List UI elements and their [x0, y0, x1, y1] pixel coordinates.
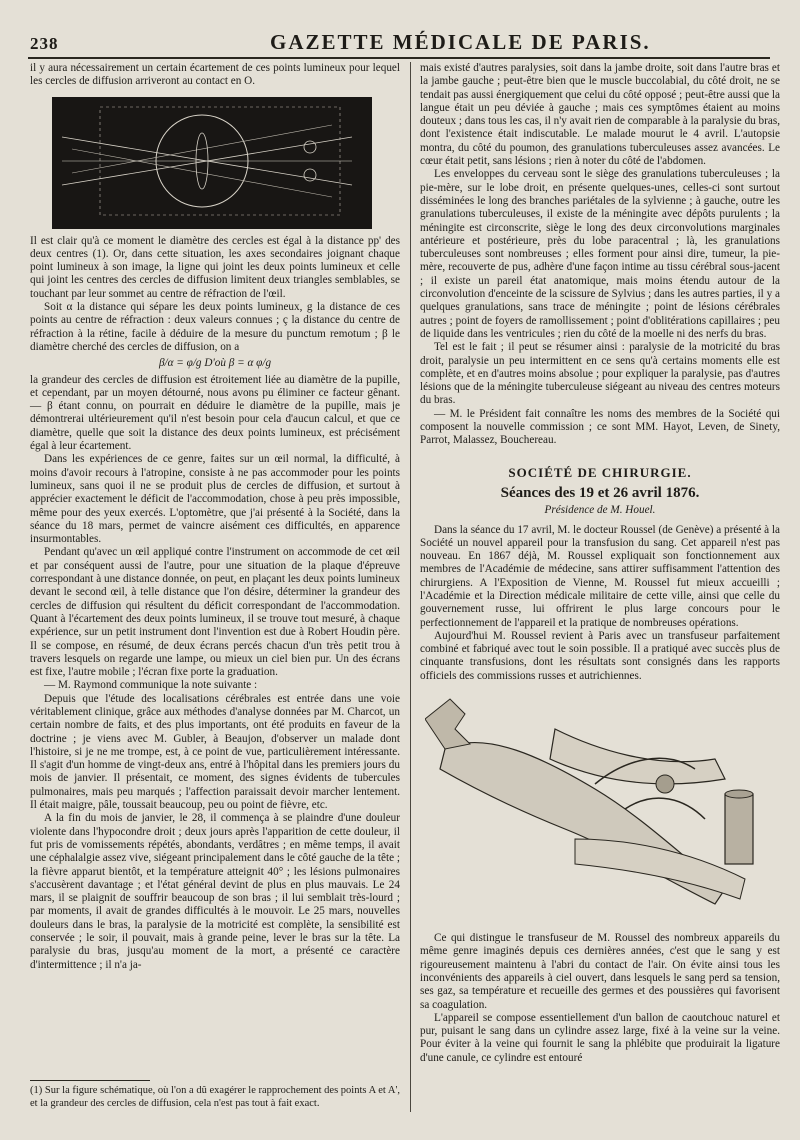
paragraph: Tel est le fait ; il peut se résumer ainsi : paralysie de la motricité du bras droit, paralysie un peu intermittent en ce sens qu'à certains moments elle est complète, et en d'autres moins absolue ; pour expliquer la paralysie, pas d'autres lésions que de la méningite tuberculeuse siégeant au niveau des centres moteurs du bras.: [420, 341, 780, 407]
optics-diagram: [52, 97, 372, 229]
paragraph: mais existé d'autres paralysies, soit dans la jambe droite, soit dans l'autre bras et la jambe gauche ; peut-être bien que le muscle buccolabial, du côté droit, ne se tendait pas aussi énergiquement que celui du côté opposé ; peut-être aussi que la langue était un peu déviée à gauche ; mais ces symptômes étaient au moins douteux ; dans tous les cas, il n'y avait rien de comparable à la paralysie du bras, dont l'existence était indiscutable. Le malade mourut le 4 avril. L'autopsie montra, du côté du poumon, des granulations tuberculeuses assez avancées. Le cœur était petit, sans lésions ; rien à noter du côté de l'abdomen.: [420, 62, 780, 168]
formula: β/α = φ/g D'où β = α φ/g: [158, 357, 272, 370]
presidency: Présidence de M. Houel.: [544, 504, 656, 517]
page-number: 238: [30, 34, 59, 53]
footnote-rule: [30, 1080, 150, 1081]
left-column: [30, 62, 400, 972]
paragraph: Ce qui distingue le transfuseur de M. Roussel des nombreux appareils du même genre imaginés depuis ces dernières années, c'est que le sang y est rigoureusement maintenu à l'abri du contact de l'air. On évite ainsi tous les inconvénients des appareils à ciel ouvert, dans lesquels le sang perd sa tension, ses gaz, sa température et recueille des germes et des poussières qui favorisent sa coagulation.: [420, 932, 780, 1011]
optics-diagram-drawing: [52, 97, 372, 229]
paragraph: Pendant qu'avec un œil appliqué contre l'instrument on accommode de cet œil et par conséquent aussi de l'autre, pour une situation de la plaque d'épreuve correspondant à une distance donnée, on peut, en plaçant les deux points lumineux devant le second œil, à telle distance que l'on désire, déterminer la grandeur des cercles de diffusion qui résultent du déficit correspondant de l'accommodation. Quant à l'écartement des deux points lumineux, il se trouve tout mesuré, à chaque expérience, sur un petit instrument dont l'invention est due à Robert Houdin père. Il se compose, en résumé, de deux écrans percés chacun d'un très petit trou à travers lesquels on regarde une lampe, ou mieux un ciel bien pur. Un des écrans est fixe, l'autre mobile ; l'écran fixe porte la graduation.: [30, 546, 400, 679]
transfusion-engraving: [425, 689, 775, 924]
paragraph: Aujourd'hui M. Roussel revient à Paris avec un transfuseur parfaitement combiné et fabriqué avec tout le soin possible. Il a pratiqué avec succès plus de cinquante transfusions, dont les résultats sont consignés dans les rapports officiels des commissions russes et autrichiennes.: [420, 629, 780, 682]
paragraph: — M. le Président fait connaître les noms des membres de la Société qui composent la nouvelle commission ; ce sont MM. Hayot, Leven, de Sinety, Parrot, Malassez, Bouchereau.: [420, 407, 780, 447]
journal-title: GAZETTE MÉDICALE DE PARIS.: [270, 30, 651, 54]
paragraph: Il est clair qu'à ce moment le diamètre des cercles est égal à la distance pp' des deux centres (1). Or, dans cette situation, les axes secondaires joignant chaque point lumineux à son image, la ligne qui joint les deux points lumineux et celle qui joint les centres des cercles de diffusion limitent deux triangles semblables, se touchant par leur sommet au centre de réfraction de l'œil.: [30, 234, 400, 300]
session-dates: Séances des 19 et 26 avril 1876.: [500, 484, 700, 501]
transfusion-engraving-drawing: [425, 689, 775, 924]
footnote: (1) Sur la figure schématique, où l'on a dû exagérer le rapprochement des points A et A', et la grandeur des cercles de diffusion, cela n'est pas tout à fait exact.: [30, 1085, 400, 1109]
paragraph: A la fin du mois de janvier, le 28, il commença à se plaindre d'une douleur violente dans l'hypocondre droit ; deux jours après l'apparition de cette douleur, il fut pris de vomissements répétés, abondants, verdâtres ; en même temps, il avait une céphalalgie assez vive, siégeant principalement dans le côté gauche de la tête ; la fièvre apparut bientôt, et la température atteignit 40° ; les lésions pulmonaires s'accusèrent davantage ; et l'état général devint de plus en plus mauvais. Le 24 mars, il se plaignit de souffrir beaucoup de son bras ; il lui semblait très-lourd ; par moments, il avait de grandes difficultés à le mouvoir. Le 25 mars, nouvelles douleurs dans le bras, la paralysie de la motricité est complète, la sensibilité est conservée ; le soir, il pouvait, mais à grande peine, lever le bras sur la tête. La paralysie du bras, jusqu'au moment de la mort, a présenté ce caractère d'intermittence ; il n'a ja-: [30, 812, 400, 971]
paragraph: Dans la séance du 17 avril, M. le docteur Roussel (de Genève) a présenté à la Société un nouvel appareil pour la transfusion du sang. Cet appareil n'est pas nouveau. En 1867 déjà, M. Roussel expliquait son fonctionnement aux membres de l'Académie de médecine, sans attirer suffisamment l'attention des chirurgiens. A l'Exposition de Vienne, M. Roussel fut mieux accueilli ; l'Académie et la Direction médicale militaire de cette ville, ainsi que celle du gouvernement russe, lui offrirent le plus large concours pour le perfectionnement de l'appareil et la pratique de nombreuses opérations.: [420, 523, 780, 629]
paragraph: Les enveloppes du cerveau sont le siège des granulations tuberculeuses ; la pie-mère, sur le lobe droit, en présente quelques-unes, celles-ci sont surtout disséminées le long des branches pariétales de la sylvienne ; à gauche, outre les granulations tuberculeuses, il existe de la méningite avec dépôts purulents ; la méningite est circonscrite, siège le long des deux circonvolutions marginales antérieure et postérieure, près du lobe paracentral ; là, les granulations tuberculeuses sont nombreuses ; elles forment pour ainsi dire, tumeur, la pie-mère, recouverte de pus, adhère d'une façon intime au tissu cérébral sous-jacent ; il existe un pareil état anatomique, mais moins étendu autour de la circonvolution d'enceinte de la scissure de Sylvius ; dans les autres parties, il y a quelques granulations, sans trace de méningite ; point de lésions cérébrales autres ; point de foyers de ramollissement ; point d'oblitérations capillaires ; peu de liquide dans les ventricules ; rien du côté de la moelle ni des nerfs du bras.: [420, 168, 780, 340]
paragraph: la grandeur des cercles de diffusion est étroitement liée au diamètre de la pupille, et cependant, par un moyen détourné, nous avons pu éliminer ce facteur gênant. — β étant connu, on pourrait en déduire le diamètre de la pupille, mais je démontrerai ultérieurement qu'il n'est besoin pour cela d'aucun calcul, et que ce diamètre, quelle que soit la distance des deux points lumineux, est précisément égal à leur écartement.: [30, 373, 400, 453]
right-column: [420, 62, 780, 1065]
paragraph: Soit α la distance qui sépare les deux points lumineux, g la distance de ces points au centre de réfraction : deux valeurs connues ; ç la distance du centre de réfraction à la rétine, facile à déduire de la mesure du punctum remotum ; β le diamètre cherché des cercles de diffusion, on a: [30, 301, 400, 353]
header-rule: [28, 57, 770, 59]
paragraph: Dans les expériences de ce genre, faites sur un œil normal, la difficulté, à moins d'avoir recours à l'atropine, consiste à ne pas accommoder pour les points lumineux, sans quoi il ne se produit plus de cercles de diffusion, et surtout à apprécier exactement le déficit de l'accommodation, chose à peu près impossible, même pour des yeux exercés. L'optomètre, que j'ai présenté à la Société, dans la séance du 18 mars, permet de vaincre aisément ces difficultés, en apparence insurmontables.: [30, 453, 400, 546]
paragraph: — M. Raymond communique la note suivante :: [44, 679, 258, 692]
paragraph: il y aura nécessairement un certain écartement de ces points lumineux pour lequel les cercles de diffusion arriveront au contact en O.: [30, 62, 400, 88]
section-title: SOCIÉTÉ DE CHIRURGIE.: [508, 464, 692, 480]
column-divider: [410, 62, 411, 1112]
paragraph: Depuis que l'étude des localisations cérébrales est entrée dans une voie véritablement clinique, grâce aux méthodes d'analyse données par M. Charcot, un certain nombre de faits, et des plus importants, ont été produits en faveur de la doctrine ; je viens avec M. Gubler, à Beaujon, d'observer un malade dont l'histoire, si je ne me trompe, est, à ce point de vue, particulièrement intéressante. Il s'agit d'un homme de vingt-deux ans, entré à l'hôpital dans les premiers jours du mois de janvier. Il présentait, ce moment, des signes évidents de tubercules pulmonaires, mais peu marqués ; l'affection paraissait devoir marcher lentement. Il était maigre, pâle, toussait beaucoup, peu ou point de fièvre, etc.: [30, 692, 400, 812]
paragraph: L'appareil se compose essentiellement d'un ballon de caoutchouc naturel et pur, puisant le sang dans un cylindre assez large, fixé à la veine sur la veine. Pour éviter à la veine qui fournit le sang la phlébite que produirait la ligature d'une canule, ce cylindre est entouré: [420, 1011, 780, 1064]
